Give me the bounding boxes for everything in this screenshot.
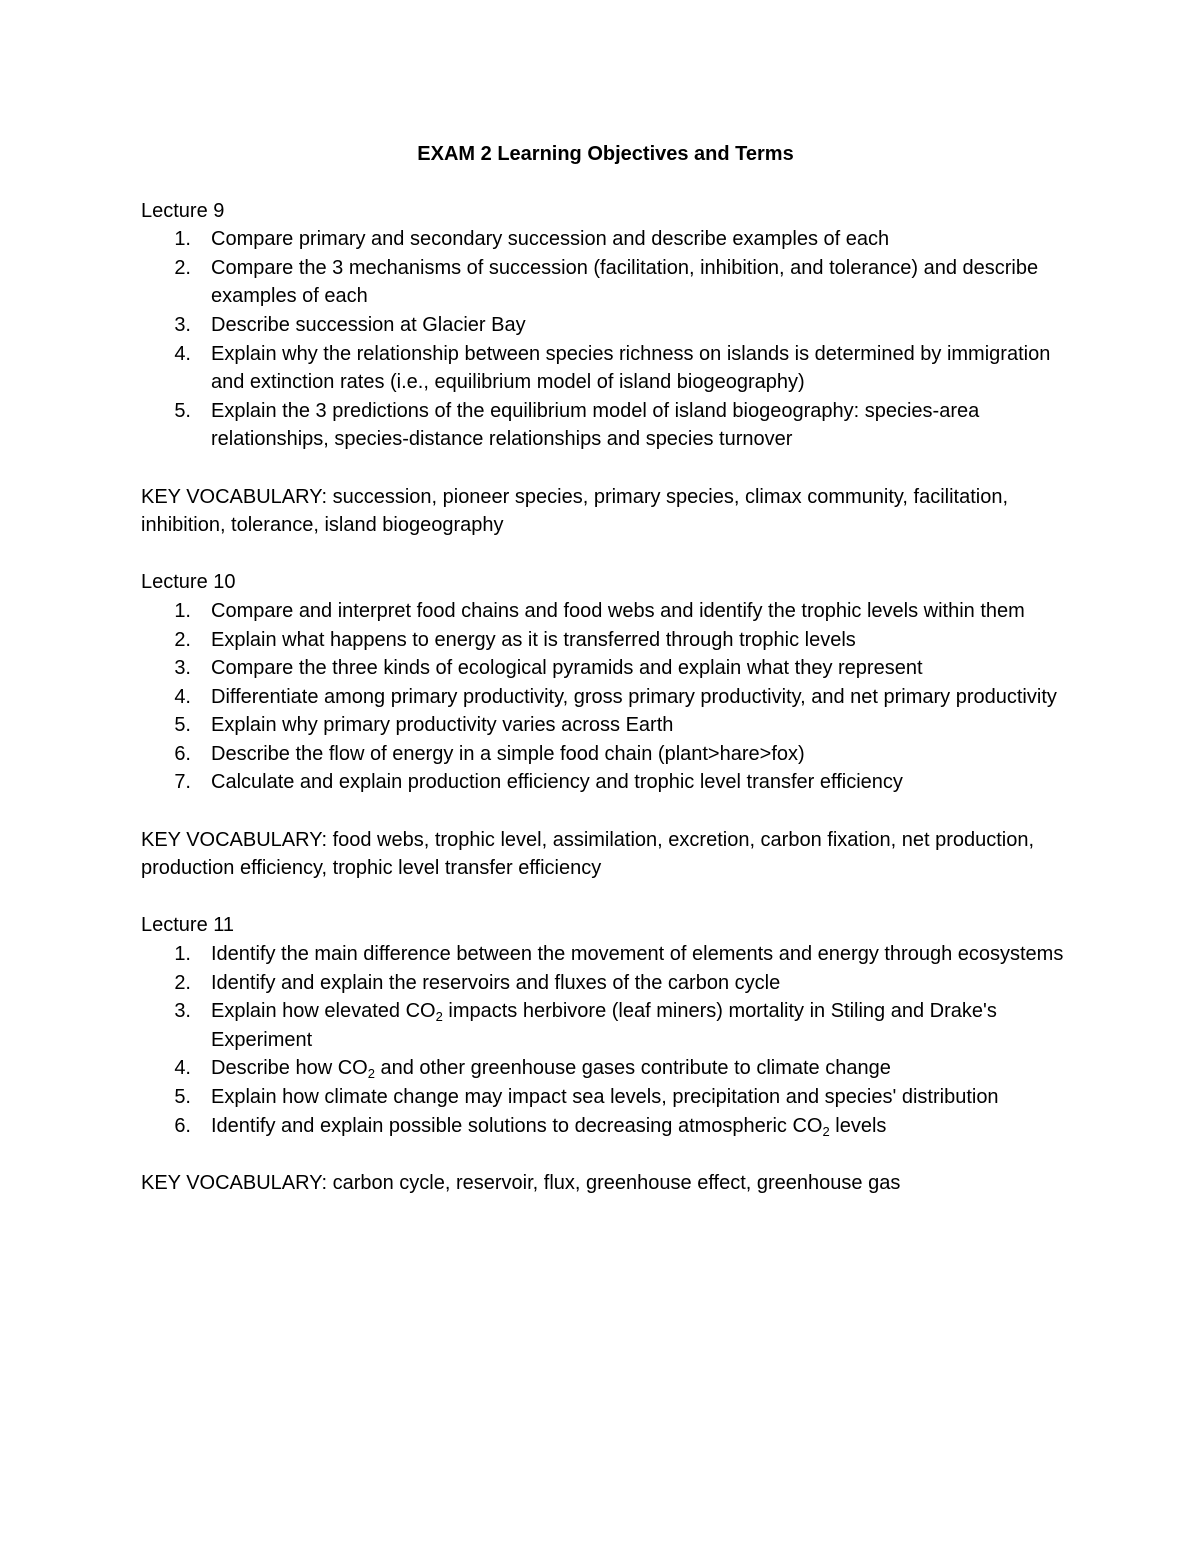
item-text: Describe the flow of energy in a simple food chain (plant>hare>fox) — [211, 742, 805, 765]
item-number: 3. — [174, 313, 191, 336]
item-number: 2. — [174, 971, 191, 994]
key-vocabulary: KEY VOCABULARY: food webs, trophic level, assimilation, excretion, carbon fixation, net production, production efficiency, trophic level transfer efficiency — [141, 828, 1035, 880]
item-number: 5. — [174, 399, 191, 422]
list-item — [141, 340, 1070, 397]
list-item — [141, 1054, 1070, 1083]
subscript: 2 — [822, 1123, 830, 1139]
list-item — [141, 683, 1070, 712]
list-item — [141, 969, 1070, 998]
subscript: 2 — [435, 1009, 443, 1025]
item-number: 2. — [174, 628, 191, 651]
list-item — [141, 1083, 1070, 1112]
item-text: Calculate and explain production efficiency and trophic level transfer efficiency — [211, 771, 903, 794]
item-text: Explain why primary productivity varies across Earth — [211, 714, 674, 737]
lecture-heading: Lecture 11 — [141, 914, 235, 937]
item-text: Explain how climate change may impact sea levels, precipitation and species' distribution — [211, 1086, 999, 1108]
item-number: 4. — [174, 685, 191, 708]
item-text: Identify and explain the reservoirs and fluxes of the carbon cycle — [211, 971, 781, 994]
item-text-post: levels — [829, 1114, 887, 1137]
list-item — [141, 768, 1070, 797]
item-number: 1. — [174, 599, 191, 622]
item-text-pre: Identify and explain possible solutions to decreasing atmospheric CO — [211, 1114, 823, 1137]
item-text: Identify the main difference between the movement of elements and energy through ecosystems — [211, 943, 1064, 966]
item-number: 3. — [174, 1000, 191, 1023]
section-lecture-11 — [141, 911, 1070, 1197]
item-text: Explain why the relationship between species richness on islands is determined by immigration and extinction rates (i.e., equilibrium model of island biogeography) — [211, 342, 1051, 394]
list-item — [141, 711, 1070, 740]
list-item — [141, 740, 1070, 769]
item-number: 1. — [174, 943, 191, 966]
item-text: Compare the three kinds of ecological pyramids and explain what they represent — [211, 657, 923, 680]
item-text: Differentiate among primary productivity, gross primary productivity, and net primary productivity — [211, 685, 1057, 708]
list-item — [141, 940, 1070, 969]
list-item — [141, 311, 1070, 340]
item-text — [211, 1112, 1070, 1141]
item-number: 1. — [174, 228, 191, 251]
objectives-list — [141, 225, 1070, 454]
objectives-list — [141, 940, 1070, 1140]
document-title: EXAM 2 Learning Objectives and Terms — [417, 143, 794, 165]
list-item — [141, 225, 1070, 254]
item-text: Describe succession at Glacier Bay — [211, 313, 526, 336]
item-text-pre: Describe how CO — [211, 1057, 368, 1080]
subscript: 2 — [367, 1066, 375, 1082]
item-text: Explain the 3 predictions of the equilibrium model of island biogeography: species-area relationships, species-distance relationships and species turnover — [211, 399, 980, 451]
item-number: 7. — [174, 771, 191, 794]
item-text: Explain what happens to energy as it is transferred through trophic levels — [211, 628, 856, 651]
item-text: Compare primary and secondary succession and describe examples of each — [211, 228, 890, 251]
list-item — [141, 997, 1070, 1054]
list-item — [141, 254, 1070, 311]
list-item — [141, 626, 1070, 655]
key-vocabulary: KEY VOCABULARY: succession, pioneer species, primary species, climax community, facilitation, inhibition, tolerance, island biogeography — [141, 485, 1009, 537]
lecture-heading: Lecture 10 — [141, 571, 236, 594]
list-item — [141, 1112, 1070, 1141]
item-number: 5. — [174, 714, 191, 737]
item-number: 4. — [174, 342, 191, 365]
key-vocabulary: KEY VOCABULARY: carbon cycle, reservoir, flux, greenhouse effect, greenhouse gas — [141, 1171, 901, 1194]
item-number: 6. — [174, 1114, 191, 1137]
objectives-list — [141, 597, 1070, 797]
item-text: Compare the 3 mechanisms of succession (facilitation, inhibition, and tolerance) and describe examples of each — [211, 256, 1039, 308]
item-text-post: and other greenhouse gases contribute to climate change — [374, 1057, 891, 1080]
item-text — [211, 1054, 1070, 1083]
section-lecture-9 — [141, 197, 1070, 540]
section-lecture-10 — [141, 568, 1070, 883]
lecture-heading: Lecture 9 — [141, 199, 225, 222]
item-number: 2. — [174, 256, 191, 279]
item-number: 6. — [174, 742, 191, 765]
item-number: 4. — [174, 1057, 191, 1080]
item-text-pre: Explain how elevated CO — [211, 1000, 436, 1023]
item-text: Compare and interpret food chains and food webs and identify the trophic levels within them — [211, 599, 1025, 622]
list-item — [141, 397, 1070, 454]
item-text-post: impacts herbivore (leaf miners) mortality in Stiling and Drake's Experiment — [211, 1000, 997, 1051]
item-number: 3. — [174, 657, 191, 680]
item-text — [211, 997, 1070, 1054]
item-number: 5. — [174, 1086, 191, 1108]
list-item — [141, 654, 1070, 683]
list-item — [141, 597, 1070, 626]
